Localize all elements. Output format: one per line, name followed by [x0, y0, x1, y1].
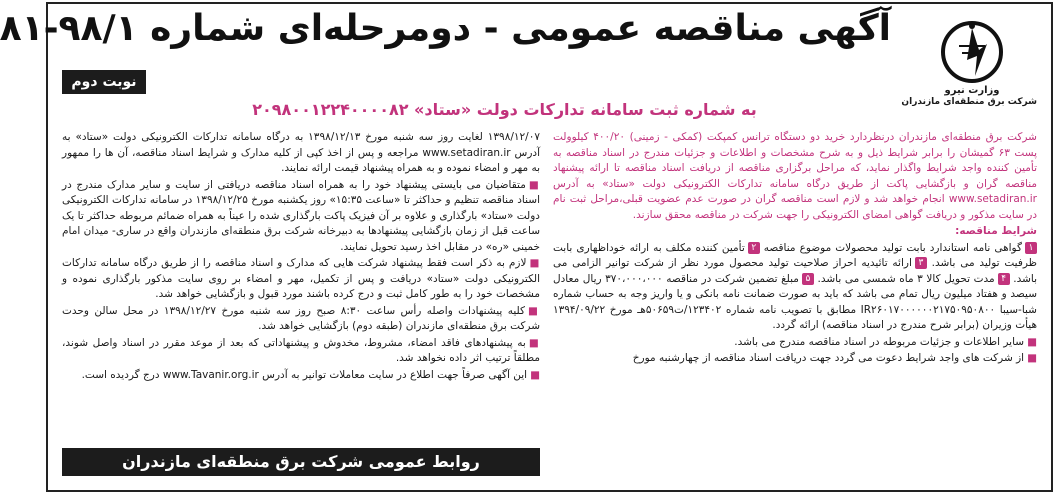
public-relations-footer: روابط عمومی شرکت برق منطقه‌ای مازندران — [62, 448, 540, 476]
bullet-icon: ■ — [528, 178, 540, 191]
bullet-text: سایر اطلاعات و جزئیات مربوطه در اسناد مناقصه مندرج می باشد. — [734, 335, 1025, 348]
logo-ministry: وزارت نیرو — [944, 85, 1000, 96]
bullet-icon: ■ — [528, 336, 540, 349]
bullet-text: متقاضیان می بایستی پیشنهاد خود را به همراه اسناد مناقصه دریافتی از سایت و سایر مدارک مندرج در اسناد مناقصه تنظیم و حداکثر تا «ساعت ۱۵:۳۵» روز یکشنبه مورخ ۱۳۹۸/۱۲/۲۵ در سامانه تدارکات الکترونیکی دولت «ستاد» بارگذاری و علاوه بر آن فیزیک پاکت بارگذاری شده را عیناً به همراه ضمائم مربوطه حداکثر تا یک ساعت قبل از زمان بازگشایی پیشنهادها به دبیرخانه شرکت برق منطقه‌ای مازندران واقع در ساری- میدان امام خمینی «ره» در مقابل اخذ رسید تحویل نمایند. — [62, 178, 541, 253]
list-item — [553, 351, 1037, 367]
bullet-icon: ■ — [529, 257, 540, 269]
condition-text: تأمین کننده مکلف به ارائه خوداظهاری بابت ظرفیت تولید می باشد. — [553, 241, 1037, 269]
bullet-text: کلیه پیشنهادات واصله رأس ساعت ۸:۳۰ صبح روز سه شنبه مورخ ۱۳۹۸/۱۲/۲۷ در محل سالن وحدت شرکت برق منطقه‌ای مازندران (طبقه دوم) بازگشایی خواهد شد. — [62, 304, 540, 332]
round-badge: نوبت دوم — [62, 70, 146, 94]
condition-number: ۳ — [915, 257, 927, 269]
logo-company: شرکت برق منطقه‌ای مازندران — [901, 97, 1037, 107]
bullet-text: این آگهی صرفاً جهت اطلاع در سایت معاملات توانیر به آدرس www.Tavanir.org.ir درج گردیده است. — [81, 368, 528, 381]
right-intro: شرکت برق منطقه‌ای مازندران درنظردارد خرید دو دستگاه ترانس کمپکت (کمکی - زمینی) ۴۰۰/۲۰ کیلوولت پست ۶۳ گمیشان را برابر شرایط ذیل و به شرح مشخصات و اطلاعات و جزئیات مندرج در اسناد مناقصه به تأمین کننده واجد شرایط واگذار نماید، که مراحل برگزاری مناقصه از دریافت اسناد مناقصه تا ارائه پیشنهاد مناقصه گران و بازگشایی پاکت از طریق درگاه سامانه تدارکات الکترونیکی دولت «ستاد» به آدرس www.setadiran.ir انجام خواهد شد و لازم است مناقصه گران در صورت عدم عضویت قبلی،مراحل ثبت نام در سایت مذکور و دریافت گواهی امضای الکترونیکی را جهت شرکت در مناقصه محقق سازند. — [553, 131, 1037, 221]
condition-item — [553, 241, 1037, 334]
left-intro: ۱۳۹۸/۱۲/۰۷ لغایت روز سه شنبه مورخ ۱۳۹۸/۱۲/۱۳ به درگاه سامانه تدارکات الکترونیکی دولت «ستاد» به آدرس www.setadiran.ir مراجعه و پس از اخذ کپی از کلیه مدارک و شرایط اسناد مناقصه، آن ها را ممهور به مهر و امضاء نموده و به همراه پیشنهاد قیمت ارائه نمایند. — [62, 131, 540, 174]
list-item — [62, 256, 540, 303]
bullet-icon: ■ — [1027, 352, 1037, 364]
list-item — [553, 335, 1037, 351]
list-item — [62, 368, 540, 384]
list-item — [62, 304, 540, 335]
bullet-text: به پیشنهادهای فاقد امضاء، مشروط، مخدوش و پیشنهاداتی که بعد از موعد مقرر در اسناد واصل شوند، مطلقاً ترتیب اثر داده نخواهد شد. — [62, 336, 540, 364]
power-tower-icon — [937, 20, 1007, 84]
right-column — [553, 130, 1037, 368]
condition-number: ۲ — [748, 242, 760, 254]
condition-text: مبلغ تضمین شرکت در مناقصه ۳۷۰،۰۰۰،۰۰۰ ریال معادل سیصد و هفتاد میلیون ریال تمام می باشد که باید به صورت ضمانت نامه بانکی و یا واریز وجه به حساب شماره شبا-سیبا IR۲۶۰۱۷۰۰۰۰۰۰۲۱۷۵۰۹۵۰۸۰۰ مطابق با تصویب نامه شماره ۱۲۳۴۰۲/ت۵۰۶۵۹هـ مورخ ۱۳۹۴/۰۹/۲۲ هیأت وزیران (برابر شرح مندرج در اسناد مناقصه) ارائه گردد. — [553, 272, 1037, 331]
bullet-text: از شرکت های واجد شرایط دعوت می گردد جهت دریافت اسناد مناقصه از چهارشنبه مورخ — [632, 352, 1025, 364]
bullet-icon: ■ — [528, 304, 540, 317]
bullet-icon: ■ — [1027, 335, 1037, 348]
notice-title: آگهی مناقصه عمومی - دومرحله‌ای شماره ۹۸/۱-۸۱ — [0, 8, 891, 49]
left-column — [62, 130, 540, 384]
condition-text: مدت تحویل کالا ۳ ماه شمسی می باشد. — [817, 272, 995, 285]
condition-text: گواهی نامه استاندارد بابت تولید محصولات موضوع مناقصه — [763, 241, 1022, 254]
condition-number: ۵ — [802, 273, 814, 285]
condition-number: ۴ — [998, 273, 1010, 285]
condition-text: ارائه تائیدیه احراز صلاحیت تولید محصول مورد نظر از شرکت توانیر الزامی می باشد. — [553, 257, 1038, 285]
notice-frame — [0, 2, 1053, 492]
list-item — [62, 336, 540, 367]
list-item — [62, 178, 540, 256]
bullet-text: لازم به ذکر است فقط پیشنهاد شرکت هایی که مدارک و اسناد مناقصه را از طریق درگاه سامانه تدارکات الکترونیکی دولت «ستاد» دریافت و پس از تکمیل، مهر و امضاء بر روی سایت مذکور بارگذاری نموده و مشخصات خود را به طور کامل ثبت و درج کرده باشند مورد قبول و بازگشایی خواهد شد. — [62, 257, 540, 300]
registration-number: به شماره ثبت سامانه تدارکات دولت «ستاد» ۲۰۹۸۰۰۱۲۲۴۰۰۰۰۸۲ — [252, 100, 757, 119]
company-logo — [901, 20, 1037, 128]
condition-number: ۱ — [1025, 242, 1037, 254]
bullet-icon: ■ — [530, 368, 540, 381]
conditions-title: شرایط مناقصه: — [955, 225, 1037, 237]
